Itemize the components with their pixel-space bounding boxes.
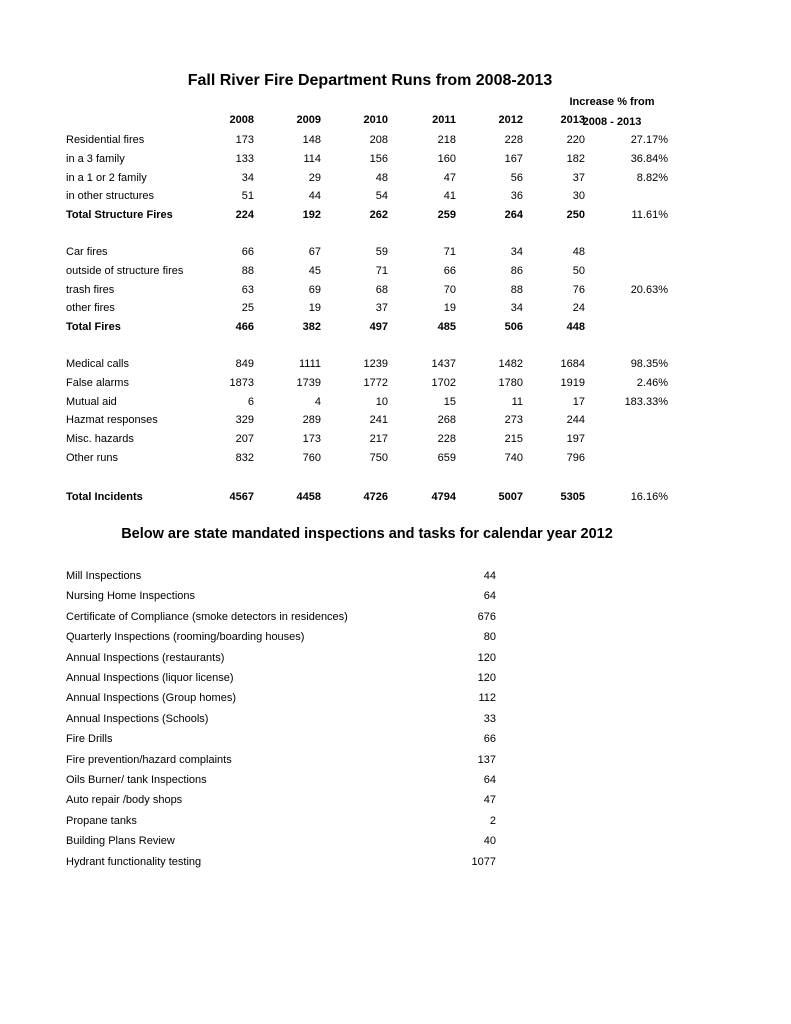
- inspection-count: 47: [483, 794, 496, 807]
- table-cell: 34: [510, 302, 523, 315]
- table-cell: 218: [437, 134, 456, 146]
- row-label: Mutual aid: [66, 395, 117, 408]
- table-cell: 1739: [296, 376, 321, 389]
- row-label: Misc. hazards: [66, 433, 134, 446]
- table-cell: 15: [443, 395, 456, 408]
- row-label: outside of structure fires: [66, 264, 184, 277]
- row-label: Total Fires: [66, 321, 121, 334]
- table-cell: 17: [572, 395, 585, 408]
- table-cell: 59: [375, 246, 388, 258]
- table-row: [0, 150, 791, 169]
- inspection-label: Fire Drills: [66, 733, 113, 746]
- list-item: [0, 668, 791, 688]
- row-label: Total Incidents: [66, 491, 143, 503]
- table-cell: 37: [572, 171, 585, 184]
- table-cell: 88: [241, 264, 254, 277]
- row-label: in a 3 family: [66, 152, 125, 165]
- increase-percent: 11.61%: [631, 209, 668, 222]
- inspection-label: Annual Inspections (Schools): [66, 712, 209, 725]
- table-cell: 497: [369, 321, 388, 334]
- table-cell: 10: [375, 395, 388, 408]
- inspection-count: 120: [477, 651, 496, 664]
- table-cell: 1919: [560, 376, 585, 389]
- increase-percent: 8.82%: [636, 171, 668, 184]
- increase-percent: 16.16%: [630, 491, 668, 503]
- table-cell: 36: [510, 190, 523, 203]
- increase-header-line2: 2008 - 2013: [582, 116, 642, 128]
- row-label: Hazmat responses: [66, 414, 158, 427]
- year-header: 2011: [432, 114, 456, 126]
- table-cell: 750: [369, 452, 388, 464]
- table-cell: 63: [241, 283, 254, 296]
- table-cell: 832: [235, 452, 254, 464]
- inspection-label: Auto repair /body shops: [66, 794, 183, 807]
- table-cell: 207: [235, 433, 254, 446]
- increase-percent: 183.33%: [624, 395, 668, 408]
- table-cell: 1702: [431, 376, 456, 389]
- table-cell: 19: [308, 302, 321, 315]
- table-cell: 228: [437, 433, 456, 446]
- table-cell: 796: [566, 452, 585, 464]
- table-cell: 34: [241, 171, 254, 184]
- row-label: Car fires: [66, 246, 108, 258]
- table-cell: 173: [302, 433, 321, 446]
- inspection-count: 676: [477, 610, 496, 623]
- table-cell: 244: [566, 414, 585, 427]
- table-cell: 6: [247, 395, 254, 408]
- year-header: 2012: [498, 114, 523, 126]
- list-item: [0, 566, 791, 586]
- inspection-count: 44: [483, 570, 496, 582]
- table-cell: 41: [443, 190, 456, 203]
- table-cell: 329: [235, 414, 254, 427]
- table-cell: 220: [566, 134, 585, 146]
- inspection-count: 2: [489, 814, 496, 827]
- row-label: Medical calls: [66, 358, 129, 370]
- table-cell: 197: [566, 433, 585, 446]
- table-cell: 740: [504, 452, 523, 464]
- table-cell: 382: [302, 321, 321, 334]
- inspection-count: 1077: [471, 855, 496, 868]
- table-cell: 47: [443, 171, 456, 184]
- table-cell: 1239: [363, 358, 388, 370]
- table-cell: 86: [510, 264, 523, 277]
- list-item: [0, 586, 791, 606]
- table-row: [0, 243, 791, 262]
- list-item: [0, 607, 791, 627]
- table-cell: 1772: [363, 376, 388, 389]
- table-cell: 71: [443, 246, 456, 258]
- table-cell: 4567: [229, 491, 254, 503]
- increase-percent: 98.35%: [630, 358, 668, 370]
- table-cell: 70: [443, 283, 456, 296]
- table-cell: 68: [375, 283, 388, 296]
- list-item: [0, 729, 791, 749]
- row-label: Other runs: [66, 452, 118, 464]
- increase-header-line1: Increase % from: [569, 96, 655, 108]
- inspection-label: Annual Inspections (Group homes): [66, 692, 236, 705]
- table-cell: 192: [302, 209, 321, 222]
- list-item: [0, 648, 791, 668]
- inspection-count: 40: [483, 835, 496, 848]
- table-cell: 466: [235, 321, 254, 334]
- inspection-label: Mill Inspections: [66, 570, 142, 582]
- list-item: [0, 627, 791, 647]
- increase-percent: 36.84%: [630, 152, 668, 165]
- table-cell: 24: [572, 302, 585, 315]
- table-row: [0, 262, 791, 281]
- table-cell: 133: [235, 152, 254, 165]
- table-cell: 114: [303, 152, 321, 165]
- table-cell: 241: [369, 414, 388, 427]
- year-header: 2013: [560, 114, 585, 126]
- list-item: [0, 852, 791, 872]
- table-cell: 66: [443, 264, 456, 277]
- list-item: [0, 688, 791, 708]
- table-cell: 268: [437, 414, 456, 427]
- row-label: False alarms: [66, 376, 129, 389]
- table-row: [0, 449, 791, 468]
- table-row: [0, 430, 791, 449]
- table-row: [0, 355, 791, 374]
- table-row: [0, 281, 791, 300]
- table-cell: 224: [235, 209, 254, 222]
- table-cell: 56: [510, 171, 523, 184]
- table-cell: 760: [302, 452, 321, 464]
- table-cell: 259: [437, 209, 456, 222]
- row-label: Total Structure Fires: [66, 209, 173, 222]
- table-cell: 44: [308, 190, 321, 203]
- year-header-row: [0, 111, 791, 130]
- list-item: [0, 811, 791, 831]
- table-cell: 173: [235, 134, 254, 146]
- table-cell: 88: [510, 283, 523, 296]
- inspection-label: Certificate of Compliance (smoke detectors in residences): [66, 610, 348, 623]
- list-item: [0, 790, 791, 810]
- table-cell: 48: [572, 246, 585, 258]
- increase-percent: 27.17%: [630, 134, 668, 146]
- inspection-count: 80: [483, 631, 496, 644]
- year-header: 2010: [363, 114, 388, 126]
- table-cell: 67: [308, 246, 321, 258]
- table-cell: 289: [302, 414, 321, 427]
- list-item: [0, 770, 791, 790]
- table-cell: 208: [369, 134, 388, 146]
- table-cell: 506: [504, 321, 523, 334]
- table-row: [0, 411, 791, 430]
- table-cell: 4726: [363, 491, 388, 503]
- inspection-count: 64: [483, 774, 496, 786]
- inspections-title: Below are state mandated inspections and tasks for calendar year 2012: [121, 526, 613, 542]
- increase-percent: 20.63%: [630, 283, 668, 296]
- inspection-count: 112: [478, 692, 496, 705]
- table-cell: 1437: [431, 358, 456, 370]
- table-cell: 11: [511, 395, 523, 408]
- table-row: [0, 393, 791, 412]
- year-header: 2008: [229, 114, 254, 126]
- list-item: [0, 709, 791, 729]
- row-label: trash fires: [66, 283, 115, 296]
- table-cell: 25: [241, 302, 254, 315]
- year-header: 2009: [296, 114, 321, 126]
- table-cell: 262: [369, 209, 388, 222]
- table-row: [0, 488, 791, 507]
- table-cell: 849: [235, 358, 254, 370]
- table-cell: 5305: [560, 491, 585, 503]
- table-cell: 1111: [298, 358, 321, 370]
- table-cell: 485: [437, 321, 456, 334]
- table-cell: 4458: [296, 491, 321, 503]
- table-row: [0, 299, 791, 318]
- inspection-label: Oils Burner/ tank Inspections: [66, 774, 207, 786]
- table-cell: 1482: [498, 358, 523, 370]
- list-item: [0, 750, 791, 770]
- inspection-label: Hydrant functionality testing: [66, 855, 202, 868]
- table-cell: 264: [504, 209, 523, 222]
- inspection-label: Fire prevention/hazard complaints: [66, 753, 232, 766]
- row-label: in a 1 or 2 family: [66, 171, 147, 184]
- table-cell: 66: [241, 246, 254, 258]
- inspection-label: Propane tanks: [66, 814, 137, 827]
- table-cell: 50: [572, 264, 585, 277]
- table-cell: 54: [375, 190, 388, 203]
- list-item: [0, 831, 791, 851]
- row-label: Residential fires: [66, 134, 145, 146]
- inspection-count: 137: [477, 753, 496, 766]
- table-row: [0, 206, 791, 225]
- table-cell: 448: [566, 321, 585, 334]
- row-label: in other structures: [66, 190, 155, 203]
- row-label: other fires: [66, 302, 115, 315]
- table-cell: 5007: [498, 491, 523, 503]
- table-row: [0, 169, 791, 188]
- inspection-count: 64: [483, 590, 496, 603]
- table-cell: 250: [566, 209, 585, 222]
- table-cell: 228: [504, 134, 523, 146]
- inspection-count: 66: [483, 733, 496, 746]
- inspection-label: Annual Inspections (restaurants): [66, 651, 225, 664]
- table-cell: 1873: [229, 376, 254, 389]
- table-cell: 1780: [498, 376, 523, 389]
- table-cell: 48: [375, 171, 388, 184]
- table-cell: 215: [504, 433, 523, 446]
- table-cell: 30: [572, 190, 585, 203]
- inspection-count: 33: [483, 712, 496, 725]
- table-cell: 273: [504, 414, 523, 427]
- table-cell: 29: [308, 171, 321, 184]
- table-cell: 182: [566, 152, 585, 165]
- inspection-label: Quarterly Inspections (rooming/boarding houses): [66, 631, 305, 644]
- table-cell: 45: [308, 264, 321, 277]
- increase-percent: 2.46%: [636, 376, 668, 389]
- table-cell: 4: [314, 395, 321, 408]
- table-cell: 19: [443, 302, 456, 315]
- table-cell: 1684: [560, 358, 585, 370]
- table-row: [0, 187, 791, 206]
- table-cell: 69: [308, 283, 321, 296]
- table-cell: 51: [241, 190, 254, 203]
- table-cell: 148: [302, 134, 321, 146]
- table-cell: 156: [369, 152, 388, 165]
- page-title: Fall River Fire Department Runs from 2008-2013: [187, 72, 553, 89]
- table-cell: 160: [437, 152, 456, 165]
- table-cell: 71: [375, 264, 388, 277]
- table-cell: 4794: [431, 491, 456, 503]
- table-cell: 659: [437, 452, 456, 464]
- table-cell: 76: [572, 283, 585, 296]
- table-row: [0, 318, 791, 337]
- inspection-count: 120: [477, 672, 496, 684]
- inspection-label: Nursing Home Inspections: [66, 590, 196, 603]
- table-cell: 37: [375, 302, 388, 315]
- inspection-label: Annual Inspections (liquor license): [66, 672, 234, 684]
- table-cell: 34: [510, 246, 523, 258]
- table-cell: 167: [504, 152, 523, 165]
- table-row: [0, 374, 791, 393]
- inspection-label: Building Plans Review: [66, 835, 175, 848]
- table-cell: 217: [369, 433, 388, 446]
- table-row: [0, 131, 791, 150]
